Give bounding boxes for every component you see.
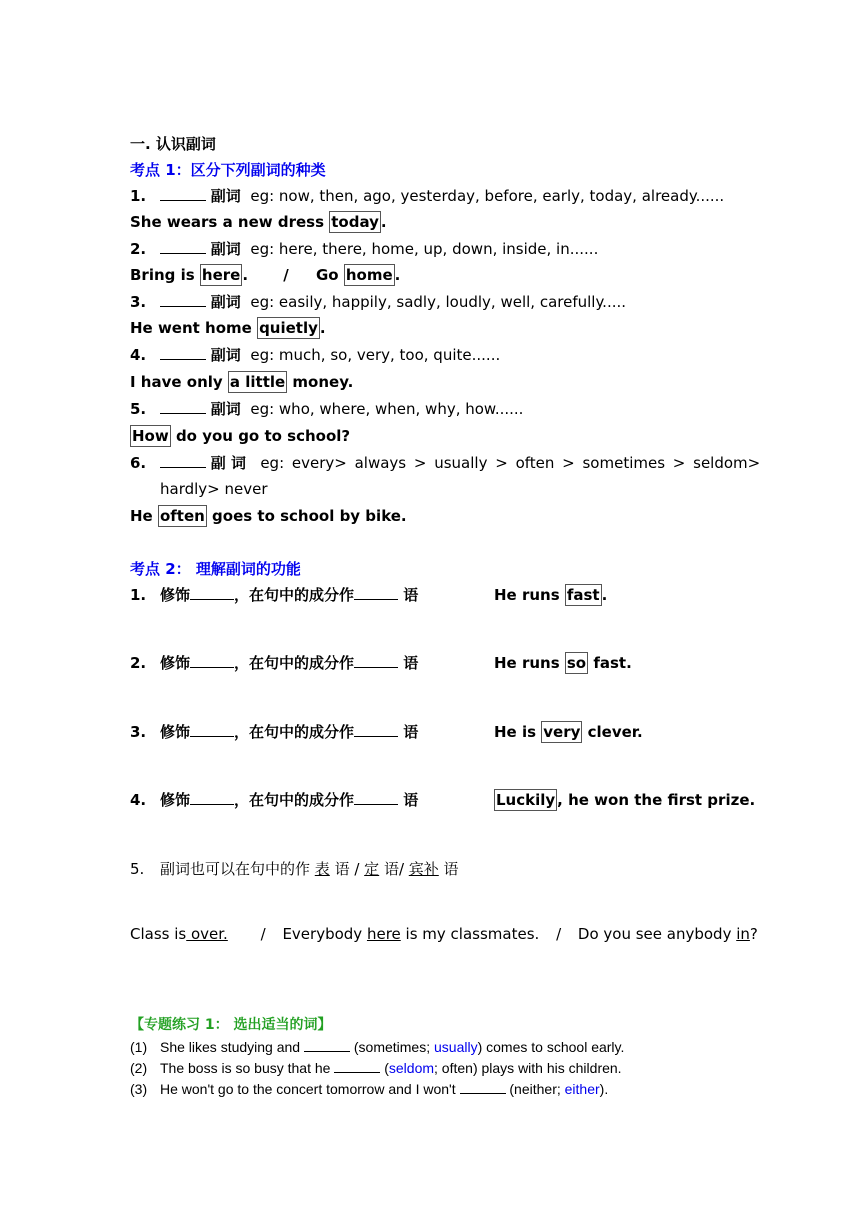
text-segment: , he won the first prize. [557, 791, 756, 809]
text-segment: 修饰 [160, 791, 191, 809]
text-segment: eg: who, where, when, why, how...... [250, 400, 524, 418]
blank [460, 1081, 506, 1094]
function-4 [130, 790, 418, 810]
boxed-word: a little [229, 373, 286, 391]
text-segment: 表 [314, 860, 330, 878]
blank [160, 186, 206, 201]
text-segment: in [736, 925, 750, 943]
text-segment: ，在句中的成分作 [234, 586, 355, 604]
blank [354, 585, 398, 600]
blank [190, 585, 234, 600]
text-segment: . [601, 586, 608, 604]
item-5-definition [130, 399, 523, 419]
blank [190, 653, 234, 668]
blank [160, 345, 206, 360]
blank [190, 722, 234, 737]
blank [160, 453, 206, 468]
text-segment: 语 [403, 723, 419, 741]
text-segment: ，在句中的成分作 [234, 791, 355, 809]
text-segment: seldom [388, 1060, 435, 1076]
text-segment: 6. [130, 454, 147, 472]
kaodian-2-heading: 考点 2： 理解副词的功能 [130, 560, 301, 578]
item-3-definition [130, 292, 626, 312]
item-6-example [130, 506, 407, 526]
function-5 [130, 859, 459, 879]
item-4-definition [130, 345, 500, 365]
item-2-example [130, 265, 400, 285]
text-segment: . [380, 213, 387, 231]
text-segment: He runs [494, 586, 565, 604]
text-segment: He is [494, 723, 542, 741]
text-segment: 语 [403, 654, 419, 672]
function-2 [130, 653, 418, 673]
text-segment: (sometimes; [349, 1039, 434, 1055]
text-segment: here [366, 925, 401, 943]
text-segment: 副 词 [210, 454, 247, 472]
item-6-definition [130, 453, 760, 473]
text-segment: do you go to school? [170, 427, 351, 445]
section-title: 一. 认识副词 [130, 135, 216, 153]
boxed-word: Luckily [496, 791, 556, 809]
text-segment: 2. [130, 240, 147, 258]
text-segment: 语 [438, 860, 459, 878]
text-segment: 副词 [210, 187, 241, 205]
blank [160, 239, 206, 254]
text-segment: ; often) plays with his children. [434, 1060, 622, 1076]
text-segment: ，在句中的成分作 [234, 654, 355, 672]
text-segment: fast. [588, 654, 632, 672]
function-3-example [494, 722, 643, 742]
text-segment: 副词 [210, 293, 241, 311]
blank [354, 722, 398, 737]
text-segment: 修饰 [160, 723, 191, 741]
text-segment: clever. [582, 723, 643, 741]
text-segment: / [260, 925, 266, 943]
text-segment: 副词 [210, 240, 241, 258]
text-segment: 5. [130, 400, 147, 418]
text-segment: usually [434, 1039, 478, 1055]
blank [190, 790, 234, 805]
item-3-example [130, 318, 326, 338]
text-segment: 修饰 [160, 586, 191, 604]
item-6-definition-cont: hardly> never [160, 480, 268, 498]
blank [304, 1039, 350, 1052]
text-segment: eg: easily, happily, sadly, loudly, well, carefully..... [250, 293, 627, 311]
text-segment: . [394, 266, 401, 284]
text-segment: Everybody [282, 925, 367, 943]
text-segment: 1. [130, 187, 147, 205]
function-1-example [494, 585, 607, 605]
text-segment: ? [749, 925, 758, 943]
boxed-word: today [331, 213, 379, 231]
text-segment: 副词 [210, 400, 241, 418]
boxed-word: quietly [259, 319, 318, 337]
text-segment: ). [599, 1081, 609, 1097]
examples-line [130, 924, 758, 944]
text-segment: over. [186, 925, 228, 943]
text-segment: 副词 [210, 346, 241, 364]
blank [160, 399, 206, 414]
item-4-example [130, 372, 353, 392]
text-segment: 宾补 [408, 860, 439, 878]
text-segment: He [130, 507, 158, 525]
text-segment: Go [316, 266, 344, 284]
text-segment: 语/ [379, 860, 409, 878]
exercise-2 [130, 1058, 622, 1078]
item-5-example [130, 426, 350, 446]
text-segment: ，在句中的成分作 [234, 723, 355, 741]
text-segment: ( [380, 1060, 389, 1076]
boxed-word: so [566, 654, 587, 672]
text-segment: 4. [130, 346, 147, 364]
blank [354, 790, 398, 805]
blank [354, 653, 398, 668]
text-segment: 3. [130, 293, 147, 311]
text-segment: 1. [130, 586, 147, 604]
function-4-example [494, 790, 755, 810]
practice-heading: 【专题练习 1： 选出适当的词】 [130, 1017, 332, 1033]
text-segment: eg: every> always > usually > often > sometimes > seldom> [260, 454, 761, 472]
text-segment: / [556, 925, 562, 943]
text-segment: He runs [494, 654, 565, 672]
text-segment: is my classmates. [400, 925, 540, 943]
item-1-example [130, 212, 387, 232]
text-segment: 4. [130, 791, 147, 809]
text-segment: 语 / [329, 860, 365, 878]
boxed-word: very [543, 723, 581, 741]
text-segment: 副词也可以在句中的作 [160, 860, 315, 878]
function-2-example [494, 653, 632, 673]
text-segment: (neither; [505, 1081, 565, 1097]
boxed-word: How [132, 427, 169, 445]
blank [334, 1060, 380, 1073]
text-segment: The boss is so busy that he [160, 1060, 335, 1076]
text-segment: 定 [364, 860, 380, 878]
text-segment: eg: much, so, very, too, quite...... [250, 346, 501, 364]
text-segment: / [283, 266, 289, 284]
text-segment: 3. [130, 723, 147, 741]
function-3 [130, 722, 418, 742]
text-segment: 2. [130, 654, 147, 672]
text-segment: He went home [130, 319, 258, 337]
text-segment: Bring is [130, 266, 200, 284]
text-segment: 语 [403, 586, 419, 604]
item-2-definition [130, 239, 598, 259]
text-segment: (1) [130, 1039, 148, 1055]
text-segment: She wears a new dress [130, 213, 330, 231]
text-segment: 5. [130, 860, 145, 878]
text-segment: . [242, 266, 249, 284]
text-segment: (3) [130, 1081, 148, 1097]
boxed-word: here [201, 266, 241, 284]
text-segment: 语 [403, 791, 419, 809]
text-segment: I have only [130, 373, 228, 391]
exercise-3 [130, 1079, 608, 1099]
item-1-definition [130, 186, 724, 206]
text-segment: goes to school by bike. [206, 507, 407, 525]
exercise-1 [130, 1037, 624, 1057]
boxed-word: often [159, 507, 205, 525]
boxed-word: home [345, 266, 393, 284]
boxed-word: fast [566, 586, 600, 604]
text-segment: Do you see anybody [577, 925, 737, 943]
text-segment: She likes studying and [160, 1039, 304, 1055]
function-1 [130, 585, 418, 605]
text-segment: He won't go to the concert tomorrow and I won't [160, 1081, 460, 1097]
text-segment: Class is [130, 925, 187, 943]
text-segment: eg: here, there, home, up, down, inside, in...... [250, 240, 599, 258]
text-segment: 修饰 [160, 654, 191, 672]
text-segment: . [319, 319, 326, 337]
text-segment: eg: now, then, ago, yesterday, before, early, today, already...... [250, 187, 725, 205]
text-segment: money. [287, 373, 354, 391]
kaodian-1-heading: 考点 1：区分下列副词的种类 [130, 161, 326, 179]
text-segment: (2) [130, 1060, 148, 1076]
blank [160, 292, 206, 307]
text-segment: ) comes to school early. [477, 1039, 625, 1055]
text-segment: either [564, 1081, 600, 1097]
